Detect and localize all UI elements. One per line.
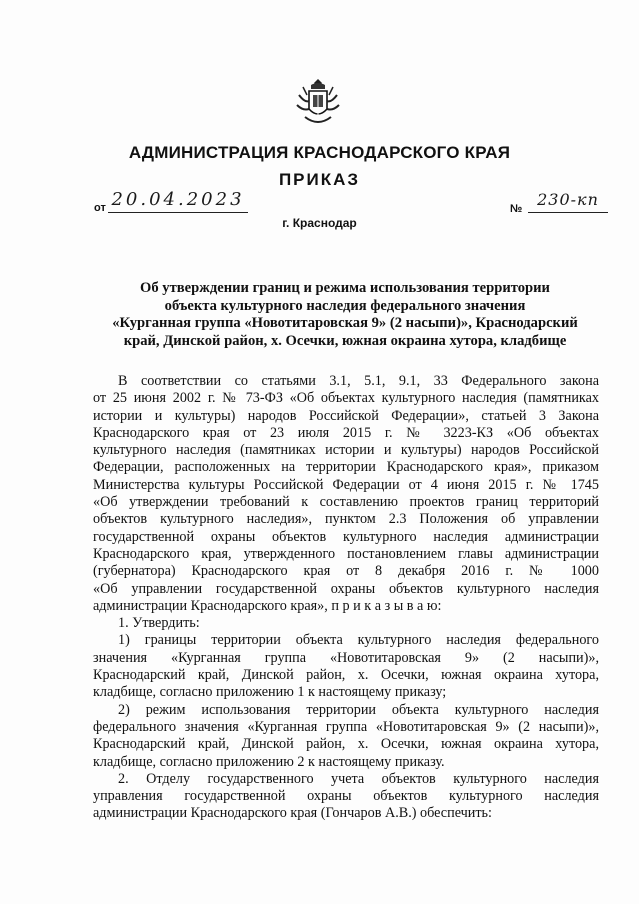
number-handwritten: 230-кп	[528, 190, 608, 213]
title-line: край, Динской район, х. Осечки, южная окраина хутора, кладбище	[123, 332, 567, 349]
body-line: культурного наследия (памятниках истории и культуры) народов Российской	[93, 442, 599, 459]
body-line: объектов культурного наследия», пунктом 2.3 Положения об управлении	[93, 511, 599, 528]
body-line: кладбище, согласно приложению 1 к настоящему приказу;	[93, 684, 447, 701]
body-line: администрации Краснодарского края», п р и к а з ы в а ю:	[93, 597, 442, 614]
city-name: г. Краснодар	[282, 216, 357, 230]
body-line: Краснодарского края от 23 июля 2015 г. № 3223-КЗ «Об объектах	[93, 424, 599, 441]
coat-of-arms-icon	[295, 75, 341, 129]
body-line: Министерства культуры Российской Федерации от 4 июня 2015 г. № 1745	[93, 476, 599, 493]
date-prefix: от	[94, 202, 106, 214]
body-line: значения «Курганная группа «Новотитаровская 9» (2 насыпи)»,	[93, 649, 599, 666]
body-line: Краснодарского края, утвержденного постановлением главы администрации	[93, 545, 599, 562]
body-line: (губернатора) Краснодарского края от 8 декабря 2016 г. № 1000	[93, 563, 599, 580]
number-prefix: №	[510, 203, 523, 215]
body-line: 1) границы территории объекта культурного наследия федерального	[118, 632, 599, 649]
body-line: Федерации, расположенных на территории Краснодарского края», приказом	[93, 459, 599, 476]
body-line: от 25 июня 2002 г. № 73-ФЗ «Об объектах культурного наследия (памятниках	[93, 390, 599, 407]
body-line: администрации Краснодарского края (Гончаров А.В.) обеспечить:	[93, 805, 492, 822]
body-line: Краснодарский край, Динской район, х. Осечки, южная окраина хутора,	[93, 667, 599, 684]
body-line: истории и культуры) народов Российской Федерации», статьей 3 Закона	[93, 407, 599, 424]
body-line: 2. Отделу государственного учета объектов культурного наследия	[118, 770, 599, 787]
body-line: 1. Утвердить:	[118, 615, 200, 632]
body-line: «Об управлении государственной охраны объектов культурного наследия	[93, 580, 599, 597]
date-handwritten: 20.04.2023	[108, 190, 248, 213]
body-line: В соответствии со статьями 3.1, 5.1, 9.1, 33 Федерального закона	[118, 373, 599, 389]
body-line: 2) режим использования территории объекта культурного наследия	[118, 701, 599, 718]
title-line: объекта культурного наследия федерального значения	[164, 297, 526, 314]
body-line: государственной охраны объектов культурного наследия администрации	[93, 528, 599, 545]
document-body	[93, 373, 599, 823]
body-line: управления государственной охраны объектов культурного наследия	[93, 788, 599, 805]
body-line: кладбище, согласно приложению 2 к настоящему приказу.	[93, 753, 445, 770]
organization-name: АДМИНИСТРАЦИЯ КРАСНОДАРСКОГО КРАЯ	[128, 143, 511, 162]
body-line: «Об утверждении требований к составлению проектов границ территорий	[93, 494, 599, 511]
title-line: Об утверждении границ и режима использования территории	[140, 280, 550, 296]
body-line: федерального значения «Курганная группа «Новотитаровская 9» (2 насыпи)»,	[93, 718, 599, 735]
document-type: ПРИКАЗ	[278, 170, 361, 189]
body-line: Краснодарский край, Динской район, х. Осечки, южная окраина хутора,	[93, 736, 599, 753]
document-title	[95, 280, 595, 350]
title-line: «Курганная группа «Новотитаровская 9» (2 насыпи)», Краснодарский	[112, 315, 578, 331]
